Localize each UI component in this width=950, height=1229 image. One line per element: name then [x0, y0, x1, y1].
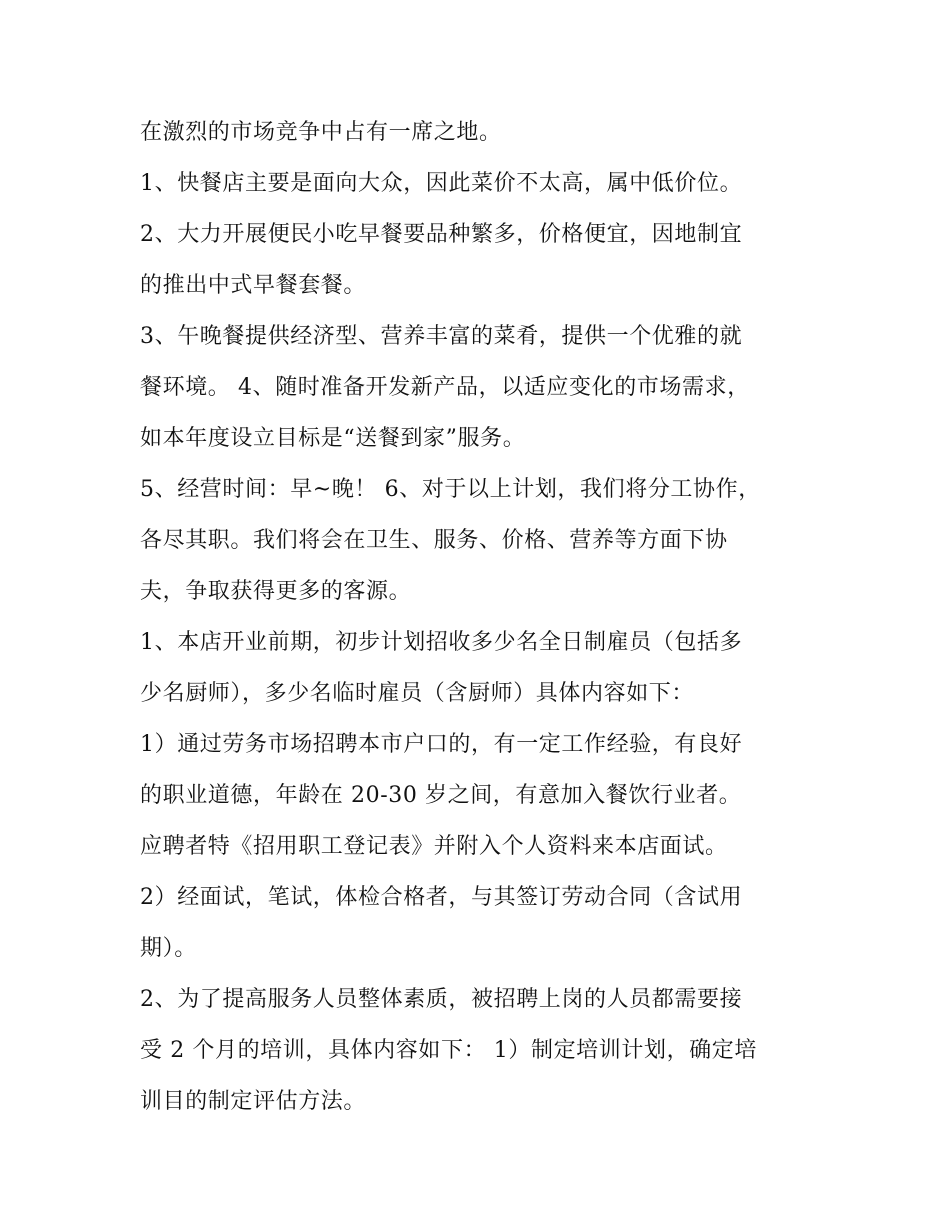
text-line: 各尽其职。我们将会在卫生、服务、价格、营养等方面下协 — [140, 528, 728, 553]
text-line: 少名厨师），多少名临时雇员（含厨师）具体内容如下： — [140, 681, 695, 706]
text-line: 餐环境。 4、随时准备开发新产品，以适应变化的市场需求， — [140, 375, 750, 400]
text-line: 2）经面试，笔试，体检合格者，与其签订劳动合同（含试用 — [140, 885, 743, 910]
text-line: 训目的制定评估方法。 — [140, 1089, 367, 1114]
text-line: 夫，争取获得更多的客源。 — [140, 579, 412, 604]
text-line: 如本年度设立目标是“送餐到家”服务。 — [140, 426, 526, 451]
text-line: 在激烈的市场竞争中占有一席之地。 — [140, 120, 502, 145]
text-line: 的职业道德，年龄在 20-30 岁之间，有意加入餐饮行业者。 — [140, 783, 742, 808]
text-line: 的推出中式早餐套餐。 — [140, 273, 367, 298]
text-line: 期）。 — [140, 936, 197, 961]
text-line: 应聘者特《招用职工登记表》并附入个人资料来本店面试。 — [140, 834, 728, 859]
text-line: 1、本店开业前期，初步计划招收多少名全日制雇员（包括多 — [140, 630, 743, 655]
text-line: 2、大力开展便民小吃早餐要品种繁多，价格便宜，因地制宜 — [140, 222, 743, 247]
text-line: 2、为了提高服务人员整体素质，被招聘上岗的人员都需要接 — [140, 987, 743, 1012]
text-line: 3、午晚餐提供经济型、营养丰富的菜肴，提供一个优雅的就 — [140, 324, 743, 349]
document-body — [140, 107, 820, 1127]
text-line: 受 2 个月的培训，具体内容如下： 1）制定培训计划，确定培 — [140, 1038, 757, 1063]
text-line: 5、经营时间：早~晚！ 6、对于以上计划，我们将分工协作， — [140, 477, 761, 502]
text-line: 1）通过劳务市场招聘本市户口的，有一定工作经验，有良好 — [140, 732, 743, 757]
text-line: 1、快餐店主要是面向大众，因此菜价不太高，属中低价位。 — [140, 171, 743, 196]
